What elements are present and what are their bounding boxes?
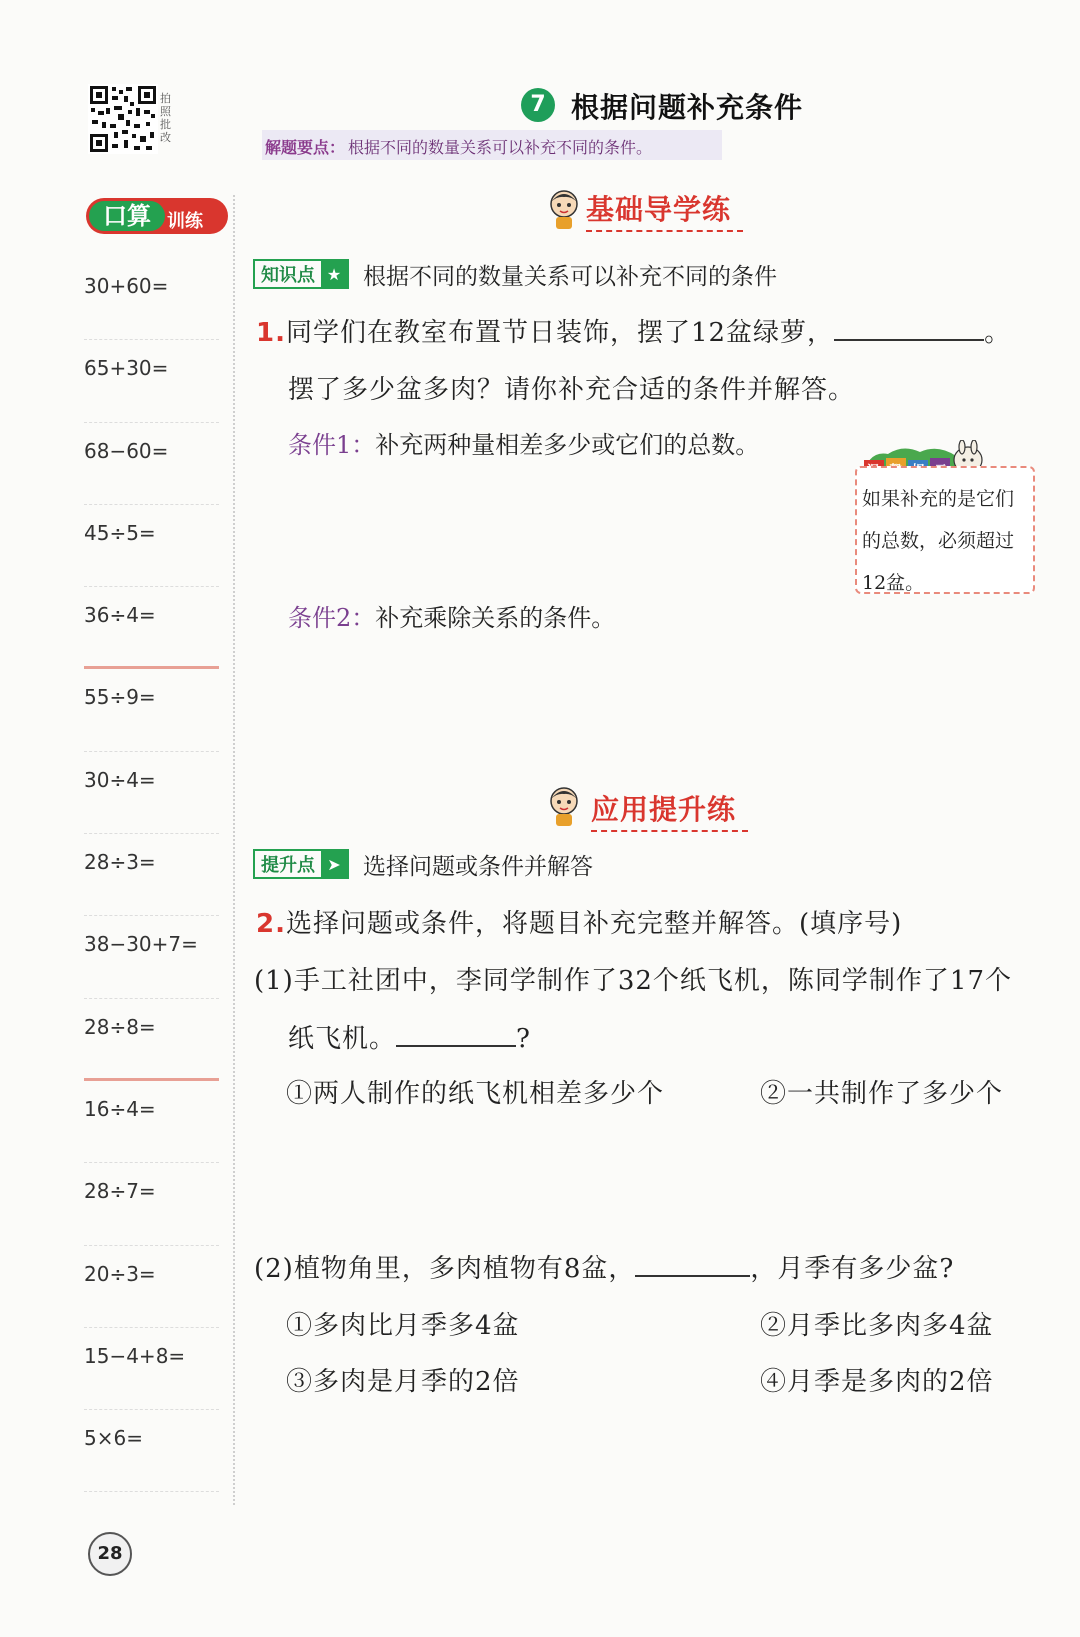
q2-part1-option-1[interactable]: ①两人制作的纸飞机相差多少个 [286, 1079, 665, 1109]
q2-number: 2. [256, 909, 286, 939]
q1-end-mark: 。 [984, 318, 1012, 348]
oral-calc-item: 28÷3= [84, 834, 219, 916]
q2-header [256, 903, 902, 940]
condition-2-text: 补充乘除关系的条件。 [375, 604, 616, 632]
lesson-number-badge: 7 [521, 88, 555, 122]
arrow-icon: ➤ [321, 851, 347, 877]
improvement-point-text: 选择问题或条件并解答 [363, 854, 593, 880]
key-point-label: 解题要点： [265, 138, 346, 157]
key-point-text: 根据不同的数量关系可以补充不同的条件。 [348, 138, 653, 157]
knowledge-point-text: 根据不同的数量关系可以补充不同的条件 [363, 264, 777, 290]
condition-2-label: 条件2： [288, 604, 376, 632]
q1-text-a: 同学们在教室布置节日装饰，摆了12盆绿萝， [285, 318, 835, 348]
q2-part2-text-a: (2)植物角里，多肉植物有8盆， [254, 1254, 636, 1284]
q2-part1-line1: (1)手工社团中，李同学制作了32个纸飞机，陈同学制作了17个 [254, 966, 1012, 996]
q1-text-b: 摆了多少盆多肉？请你补充合适的条件并解答。 [288, 375, 856, 405]
q2-text: 选择问题或条件，将题目补充完整并解答。(填序号) [285, 909, 903, 939]
knowledge-point-label: 知识点 [261, 265, 315, 286]
q2-part2-option-4[interactable]: ④月季是多肉的2倍 [760, 1367, 994, 1397]
q1-line-1 [256, 312, 1011, 349]
oral-calc-item: 20÷3= [84, 1246, 219, 1328]
oral-calc-item: 30÷4= [84, 752, 219, 834]
q2-part1-blank[interactable] [396, 1023, 516, 1047]
q1-blank[interactable] [834, 317, 984, 341]
qr-code-icon[interactable] [88, 84, 158, 154]
q2-part2-option-2[interactable]: ②月季比多肉多4盆 [760, 1311, 994, 1341]
boy-mascot-icon [545, 188, 583, 230]
oral-calc-list [84, 258, 219, 1492]
q1-number: 1. [256, 318, 286, 348]
oral-calc-item: 30+60= [84, 258, 219, 340]
q2-part2-text-b: ，月季有多少盆? [750, 1254, 955, 1284]
q2-part2-line [254, 1248, 954, 1285]
oral-calc-item: 5×6= [84, 1410, 219, 1492]
oral-calc-item: 16÷4= [84, 1081, 219, 1163]
q2-part1-option-2[interactable]: ②一共制作了多少个 [760, 1079, 1004, 1109]
improvement-point-tag [253, 849, 349, 879]
q2-part1-line2 [288, 1018, 531, 1055]
oral-calc-item: 28÷7= [84, 1163, 219, 1245]
star-icon: ★ [321, 261, 347, 287]
qr-label: 拍照批改 [160, 92, 171, 144]
boy-mascot-icon [545, 785, 583, 827]
condition-1-text: 补充两种量相差多少或它们的总数。 [375, 431, 760, 459]
section-title-advanced: 应用提升练 [591, 788, 748, 832]
oral-calc-item: 55÷9= [84, 669, 219, 751]
oral-calc-item: 15−4+8= [84, 1328, 219, 1410]
oral-calc-item: 65+30= [84, 340, 219, 422]
page-number: 28 [88, 1532, 132, 1576]
q2-part1-text: 纸飞机。 [288, 1024, 397, 1054]
q2-part2-option-1[interactable]: ①多肉比月季多4盆 [286, 1311, 520, 1341]
q1-condition-1 [288, 425, 759, 460]
q2-part2-blank[interactable] [635, 1253, 750, 1277]
q1-condition-2 [288, 598, 615, 633]
oral-calc-item: 45÷5= [84, 505, 219, 587]
lesson-title: 根据问题补充条件 [571, 91, 804, 124]
q2-part1-qmark: ? [516, 1024, 531, 1054]
oral-calc-title: 口算 [89, 201, 165, 231]
q2-part2-option-3[interactable]: ③多肉是月季的2倍 [286, 1367, 520, 1397]
improvement-point-label: 提升点 [261, 855, 315, 876]
oral-calc-item: 36÷4= [84, 587, 219, 669]
oral-calc-item: 28÷8= [84, 999, 219, 1081]
column-divider [233, 195, 235, 1505]
oral-calc-item: 68−60= [84, 423, 219, 505]
knowledge-point-tag [253, 259, 349, 289]
tip-text: 如果补充的是它们的总数，必须超过12盆。 [862, 488, 1015, 594]
oral-calc-subtitle: 训练 [167, 211, 203, 232]
oral-calc-item: 38−30+7= [84, 916, 219, 998]
condition-1-label: 条件1： [288, 431, 376, 459]
section-title-basic: 基础导学练 [586, 188, 743, 232]
